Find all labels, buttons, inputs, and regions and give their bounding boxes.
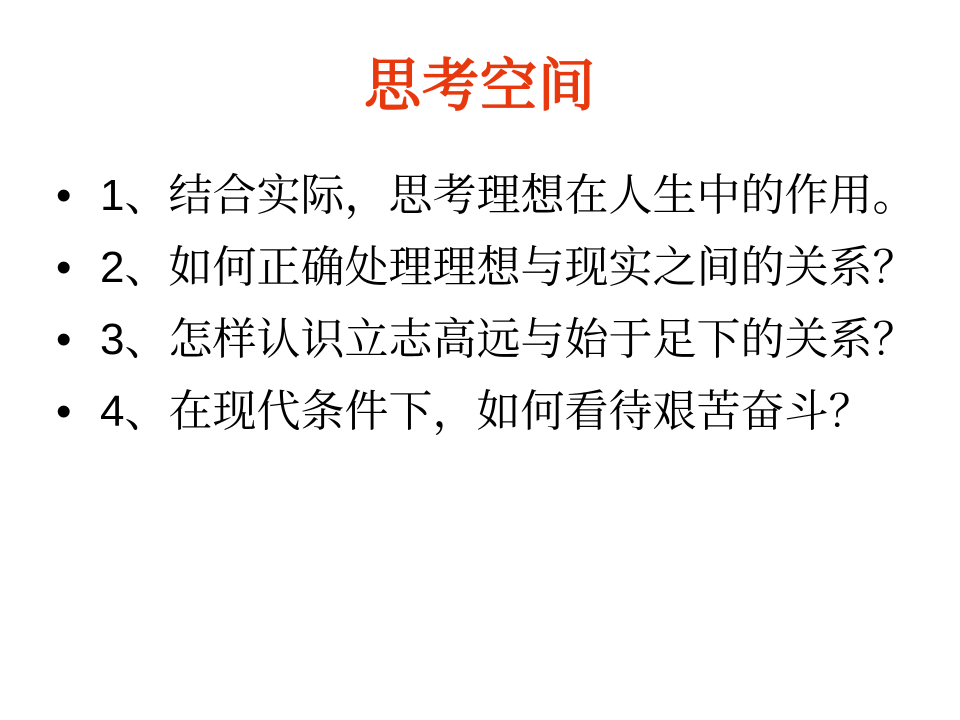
bullet-number: 1、 xyxy=(100,170,169,220)
bullet-text: 如何正确处理理想与现实之间的关系？ xyxy=(168,241,917,293)
bullet-text: 结合实际，思考理想在人生中的作用。 xyxy=(168,169,917,221)
bullet-list xyxy=(0,169,960,437)
bullet-text: 在现代条件下，如何看待艰苦奋斗？ xyxy=(168,385,873,437)
list-item xyxy=(56,313,930,365)
bullet-icon: • xyxy=(56,170,72,220)
bullet-number: 3、 xyxy=(100,314,169,364)
bullet-number: 4、 xyxy=(100,386,169,436)
list-item xyxy=(56,169,930,221)
bullet-icon: • xyxy=(56,386,72,436)
bullet-text: 怎样认识立志高远与始于足下的关系？ xyxy=(168,313,917,365)
slide-title: 思考空间 xyxy=(364,52,596,119)
bullet-number: 2、 xyxy=(100,242,169,292)
bullet-icon: • xyxy=(56,314,72,364)
list-item xyxy=(56,241,930,293)
bullet-icon: • xyxy=(56,242,72,292)
list-item xyxy=(56,385,930,437)
